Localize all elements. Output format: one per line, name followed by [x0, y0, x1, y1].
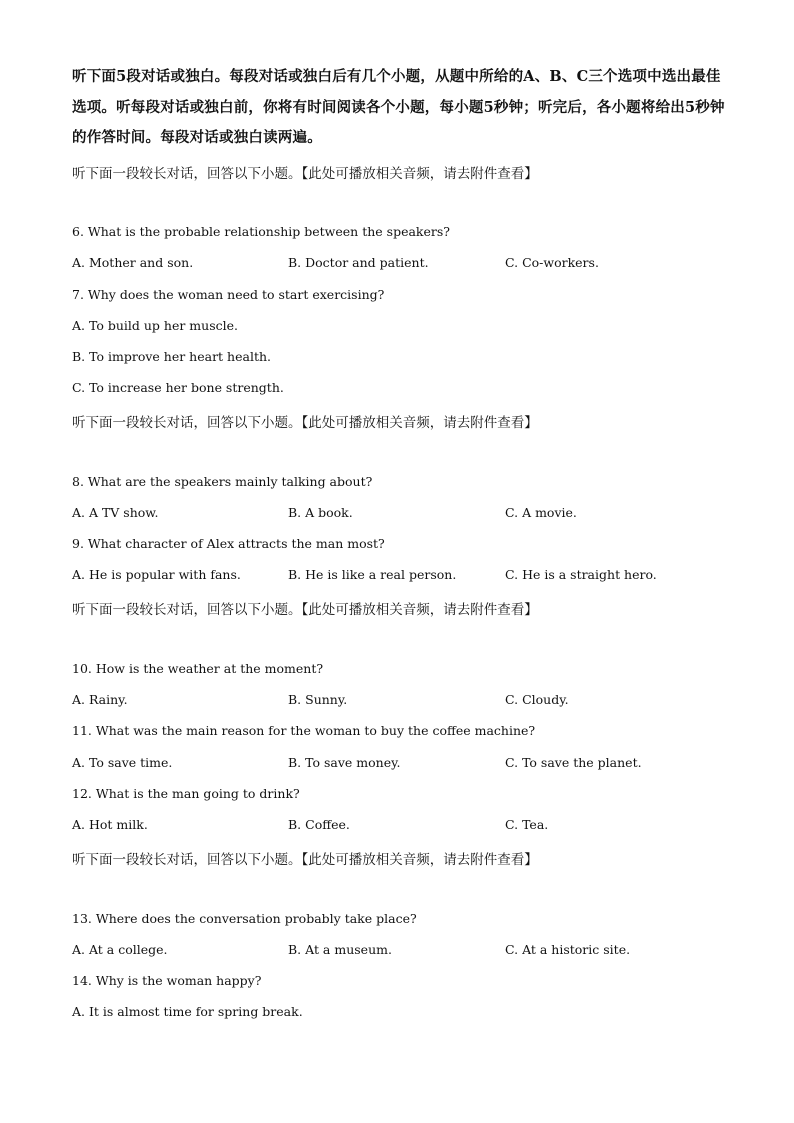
listening-instructions: 听下面5段对话或独白。每段对话或独白后有几个小题，从题中所给的A、B、C三个选项中选出最佳选项。听每段对话或独白前，你将有时间阅读各个小题，每小题5秒钟；听完后，各小题将给出5秒钟的作答时间。每段对话或独白读两遍。	[72, 68, 725, 146]
question-6: 6. What is the probable relationship between the speakers?	[72, 224, 450, 239]
option-10a: A. Rainy.	[72, 692, 128, 707]
option-12a: A. Hot milk.	[72, 817, 148, 832]
question-10: 10. How is the weather at the moment?	[72, 661, 324, 676]
question-7: 7. Why does the woman need to start exercising?	[72, 287, 385, 302]
option-8c: C. A movie.	[505, 505, 577, 520]
option-7c: C. To increase her bone strength.	[72, 380, 284, 395]
question-8: 8. What are the speakers mainly talking about?	[72, 474, 373, 489]
option-10c: C. Cloudy.	[505, 692, 569, 707]
option-9a: A. He is popular with fans.	[72, 567, 241, 582]
option-14a: A. It is almost time for spring break.	[72, 1004, 303, 1019]
option-13a: A. At a college.	[72, 942, 168, 957]
question-14: 14. Why is the woman happy?	[72, 973, 262, 988]
question-13: 13. Where does the conversation probably take place?	[72, 911, 417, 926]
option-11c: C. To save the planet.	[505, 755, 642, 770]
option-6b: B. Doctor and patient.	[288, 255, 429, 270]
option-11a: A. To save time.	[72, 755, 173, 770]
option-13b: B. At a museum.	[288, 942, 392, 957]
option-9b: B. He is like a real person.	[288, 567, 457, 582]
section-note-2: 听下面一段较长对话，回答以下小题。【此处可播放相关音频，请去附件查看】	[72, 415, 538, 431]
option-7b: B. To improve her heart health.	[72, 349, 271, 364]
option-7a: A. To build up her muscle.	[72, 318, 238, 333]
section-note-1: 听下面一段较长对话，回答以下小题。【此处可播放相关音频，请去附件查看】	[72, 166, 538, 182]
option-8b: B. A book.	[288, 505, 353, 520]
option-8a: A. A TV show.	[72, 505, 159, 520]
question-11: 11. What was the main reason for the woman to buy the coffee machine?	[72, 723, 536, 738]
option-6a: A. Mother and son.	[72, 255, 194, 270]
section-note-4: 听下面一段较长对话，回答以下小题。【此处可播放相关音频，请去附件查看】	[72, 852, 538, 868]
option-12b: B. Coffee.	[288, 817, 350, 832]
option-11b: B. To save money.	[288, 755, 401, 770]
section-note-3: 听下面一段较长对话，回答以下小题。【此处可播放相关音频，请去附件查看】	[72, 602, 538, 618]
option-13c: C. At a historic site.	[505, 942, 631, 957]
option-9c: C. He is a straight hero.	[505, 567, 657, 582]
question-9: 9. What character of Alex attracts the man most?	[72, 536, 385, 551]
question-12: 12. What is the man going to drink?	[72, 786, 300, 801]
option-12c: C. Tea.	[505, 817, 549, 832]
option-6c: C. Co-workers.	[505, 255, 599, 270]
option-10b: B. Sunny.	[288, 692, 348, 707]
